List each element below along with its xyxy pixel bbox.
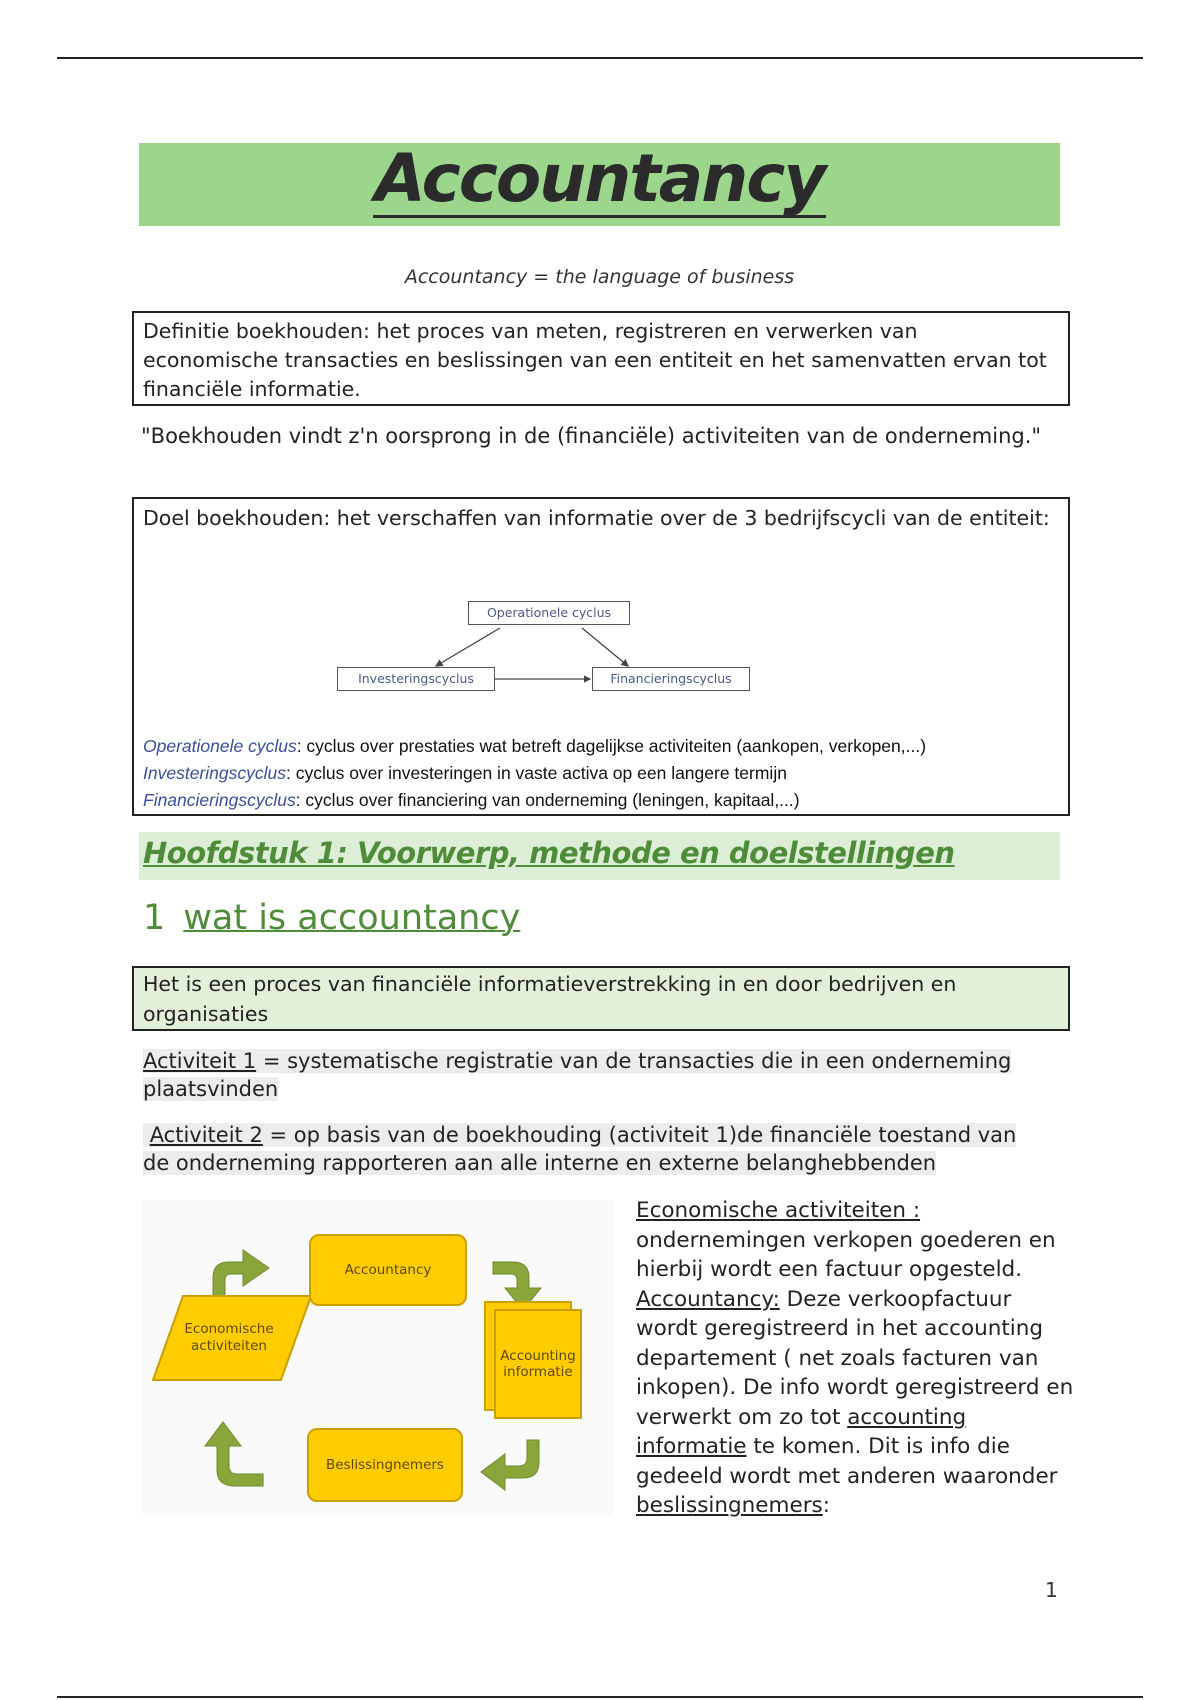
activity-2: Activiteit 2 = op basis van de boekhouding (activiteit 1)de financiële toestand van de onderneming rapporteren aan alle interne en externe belanghebbenden [143, 1123, 1017, 1175]
section-number: 1 [143, 898, 166, 938]
economische-activiteiten-label: Economische activiteiten [184, 1321, 274, 1354]
activity-2-label: Activiteit 2 [149, 1123, 263, 1147]
side-link-accounting-info: accounting informatie [636, 1404, 967, 1459]
financieringscyclus-box: Financieringscyclus [592, 667, 750, 691]
process-text: Het is een proces van financiële informatieverstrekking in en door bedrijven en organisaties [143, 972, 957, 1026]
subtitle: Accountancy = the language of business [404, 266, 795, 288]
side-label-economische: Economische activiteiten : [636, 1198, 921, 1223]
accountancy-cycle-diagram [143, 1200, 613, 1515]
page-title: Accountancy [374, 140, 825, 217]
side-link-beslissingnemers: beslissingnemers [636, 1493, 823, 1518]
doel-text: Doel boekhouden: het verschaffen van informatie over de 3 bedrijfscycli van de entiteit: [143, 506, 1050, 530]
cycle-definitions [143, 733, 1063, 814]
title-banner [139, 140, 1060, 226]
arrow-top-left-icon [213, 1250, 269, 1302]
section-heading [143, 898, 520, 938]
chapter-banner [139, 832, 1060, 880]
bottom-rule [57, 1696, 1143, 1698]
cycle-def-investering: Investeringscyclus: cyclus over investeringen in vaste activa op een langere termijn [143, 763, 787, 783]
top-rule [57, 57, 1143, 59]
arrow-bottom-right-icon [481, 1440, 539, 1490]
page-number: 1 [1045, 1578, 1058, 1602]
activity-1: Activiteit 1 = systematische registratie van de transacties die in een onderneming plaatsvinden [143, 1049, 1012, 1101]
definition-box [132, 311, 1070, 406]
investeringscyclus-box: Investeringscyclus [337, 667, 495, 691]
process-box [132, 966, 1070, 1031]
chapter-title: Hoofdstuk 1: Voorwerp, methode en doelstellingen [143, 836, 955, 870]
quote: "Boekhouden vindt z'n oorsprong in de (financiële) activiteiten van de onderneming." [141, 424, 1042, 448]
side-explanation: Economische activiteiten : ondernemingen verkopen goederen en hierbij wordt een factuur opgesteld. Accountancy: Deze verkoopfactuur wordt geregistreerd in het accounting departement ( net zoals facturen van inkopen). De info wordt geregistreerd en verwerkt om zo tot accounting informatie te komen. Dit is info die gedeeld wordt met anderen waaronder beslissingnemers: [636, 1198, 1074, 1518]
cycle-def-financiering: Financieringscyclus: cyclus over financiering van onderneming (leningen, kapitaal,...) [143, 790, 800, 810]
activity-1-label: Activiteit 1 [143, 1049, 257, 1073]
section-title: wat is accountancy [183, 898, 521, 938]
accounting-informatie-label: Accounting informatie [500, 1348, 576, 1380]
bedrijfscycli-diagram [330, 595, 750, 695]
cycle-def-operationeel: Operationele cyclus: cyclus over prestaties wat betreft dagelijkse activiteiten (aankopen, verkopen,...) [143, 736, 927, 756]
side-label-accountancy: Accountancy: [636, 1286, 780, 1312]
definition-text: Definitie boekhouden: het proces van meten, registreren en verwerken van economische transacties en beslissingen van een entiteit en het samenvatten ervan tot financiële informatie. [143, 319, 1047, 401]
beslissingnemers-box: Beslissingnemers [307, 1428, 463, 1502]
arrow-bottom-left-icon [205, 1422, 263, 1486]
operationele-cyclus-box: Operationele cyclus [468, 601, 630, 625]
accountancy-box: Accountancy [309, 1234, 467, 1306]
